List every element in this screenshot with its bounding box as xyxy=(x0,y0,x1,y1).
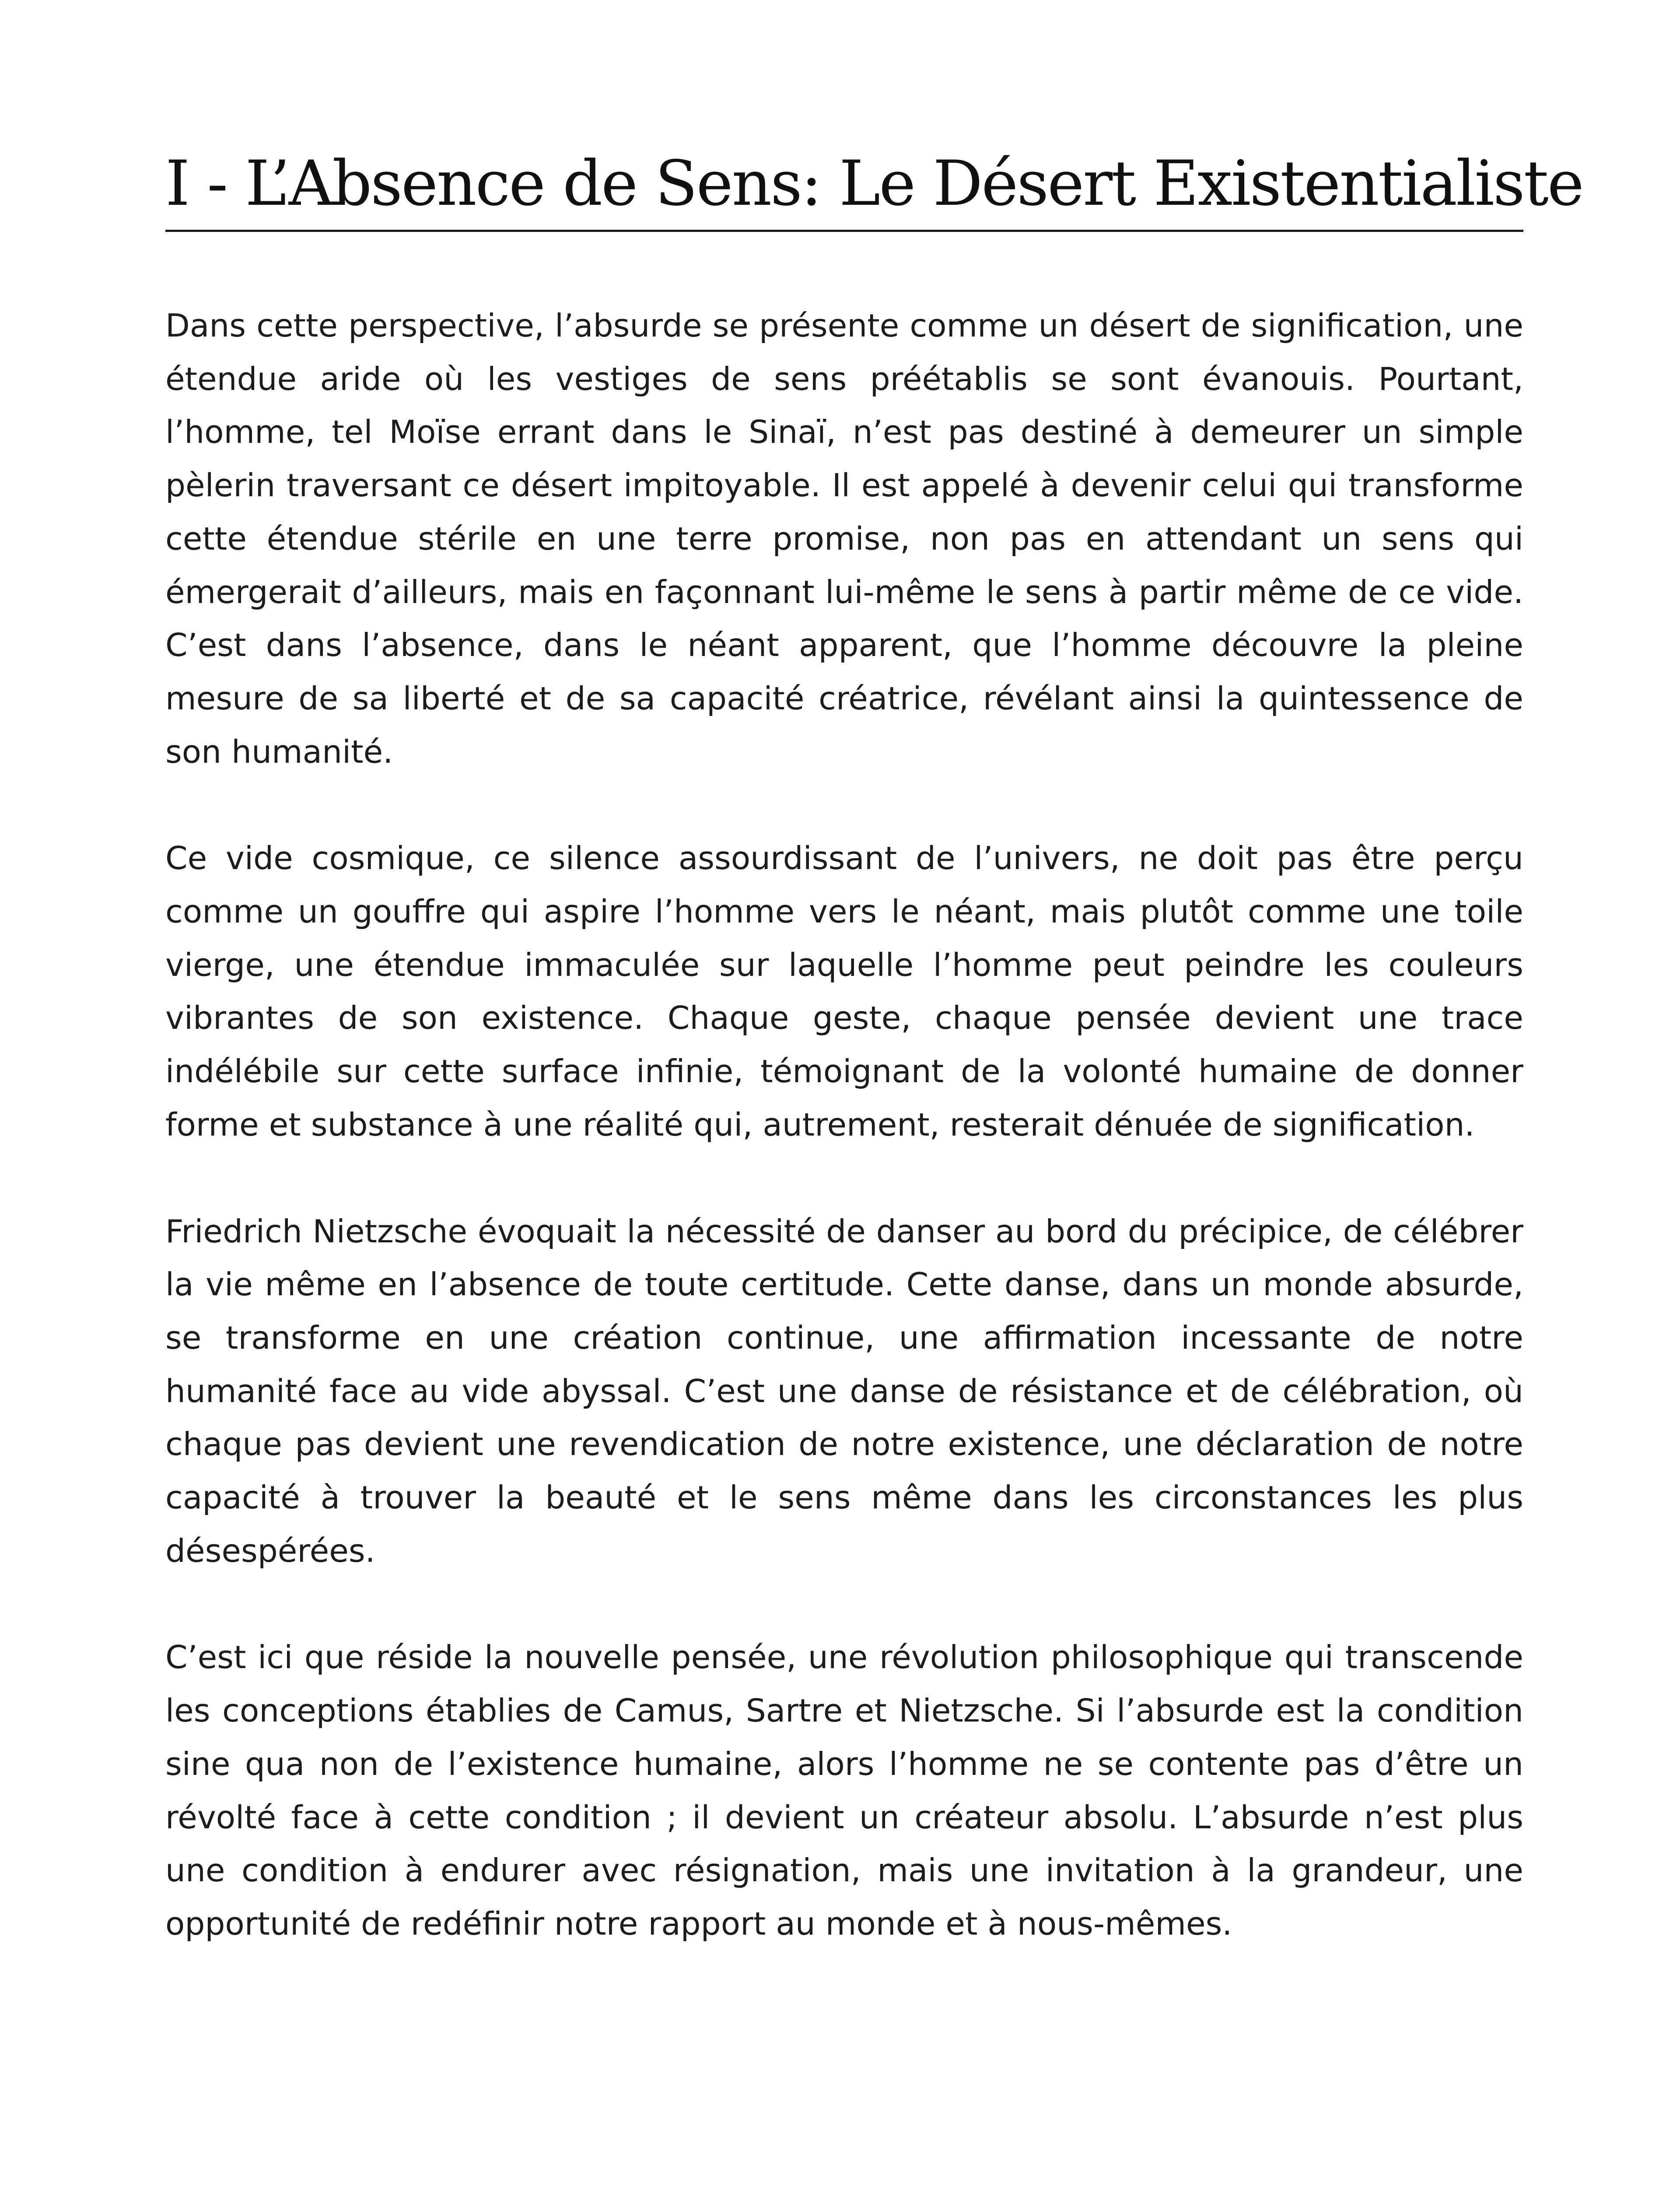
paragraph-3: Friedrich Nietzsche évoquait la nécessité de danser au bord du précipice, de célébrer la vie même en l’absence de toute certitude. Cette danse, dans un monde absurde, se transforme en une création continue, une affirmation incessante de notre humanité face au vide abyssal. C’est une danse de résistance et de célébration, où chaque pas devient une revendication de notre existence, une déclaration de notre capacité à trouver la beauté et le sens même dans les circonstances les plus désespérées. xyxy=(165,1213,1523,1570)
body-text xyxy=(165,300,1523,2005)
paragraph-1: Dans cette perspective, l’absurde se présente comme un désert de signification, une étendue aride où les vestiges de sens préétablis se sont évanouis. Pourtant, l’homme, tel Moïse errant dans le Sinaï, n’est pas destiné à demeurer un simple pèlerin traversant ce désert impitoyable. Il est appelé à devenir celui qui transforme cette étendue stérile en une terre promise, non pas en attendant un sens qui émergerait d’ailleurs, mais en façonnant lui-même le sens à partir même de ce vide. C’est dans l’absence, dans le néant apparent, que l’homme découvre la pleine mesure de sa liberté et de sa capacité créatrice, révélant ainsi la quintessence de son humanité. xyxy=(165,308,1523,771)
paragraph-2: Ce vide cosmique, ce silence assourdissant de l’univers, ne doit pas être perçu comme un gouffre qui aspire l’homme vers le néant, mais plutôt comme une toile vierge, une étendue immaculée sur laquelle l’homme peut peindre les couleurs vibrantes de son existence. Chaque geste, chaque pensée devient une trace indélébile sur cette surface infinie, témoignant de la volonté humaine de donner forme et substance à une réalité qui, autrement, resterait dénuée de signification. xyxy=(165,840,1523,1143)
paragraph-4: C’est ici que réside la nouvelle pensée, une révolution philosophique qui transcende les conceptions établies de Camus, Sartre et Nietzsche. Si l’absurde est la condition sine qua non de l’existence humaine, alors l’homme ne se contente pas d’être un révolté face à cette condition ; il devient un créateur absolu. L’absurde n’est plus une condition à endurer avec résignation, mais une invitation à la grandeur, une opportunité de redéfinir notre rapport au monde et à nous-mêmes. xyxy=(165,1639,1523,1943)
chapter-title: I - L’Absence de Sens: Le Désert Existentialiste xyxy=(165,147,1583,220)
title-divider xyxy=(165,230,1523,232)
